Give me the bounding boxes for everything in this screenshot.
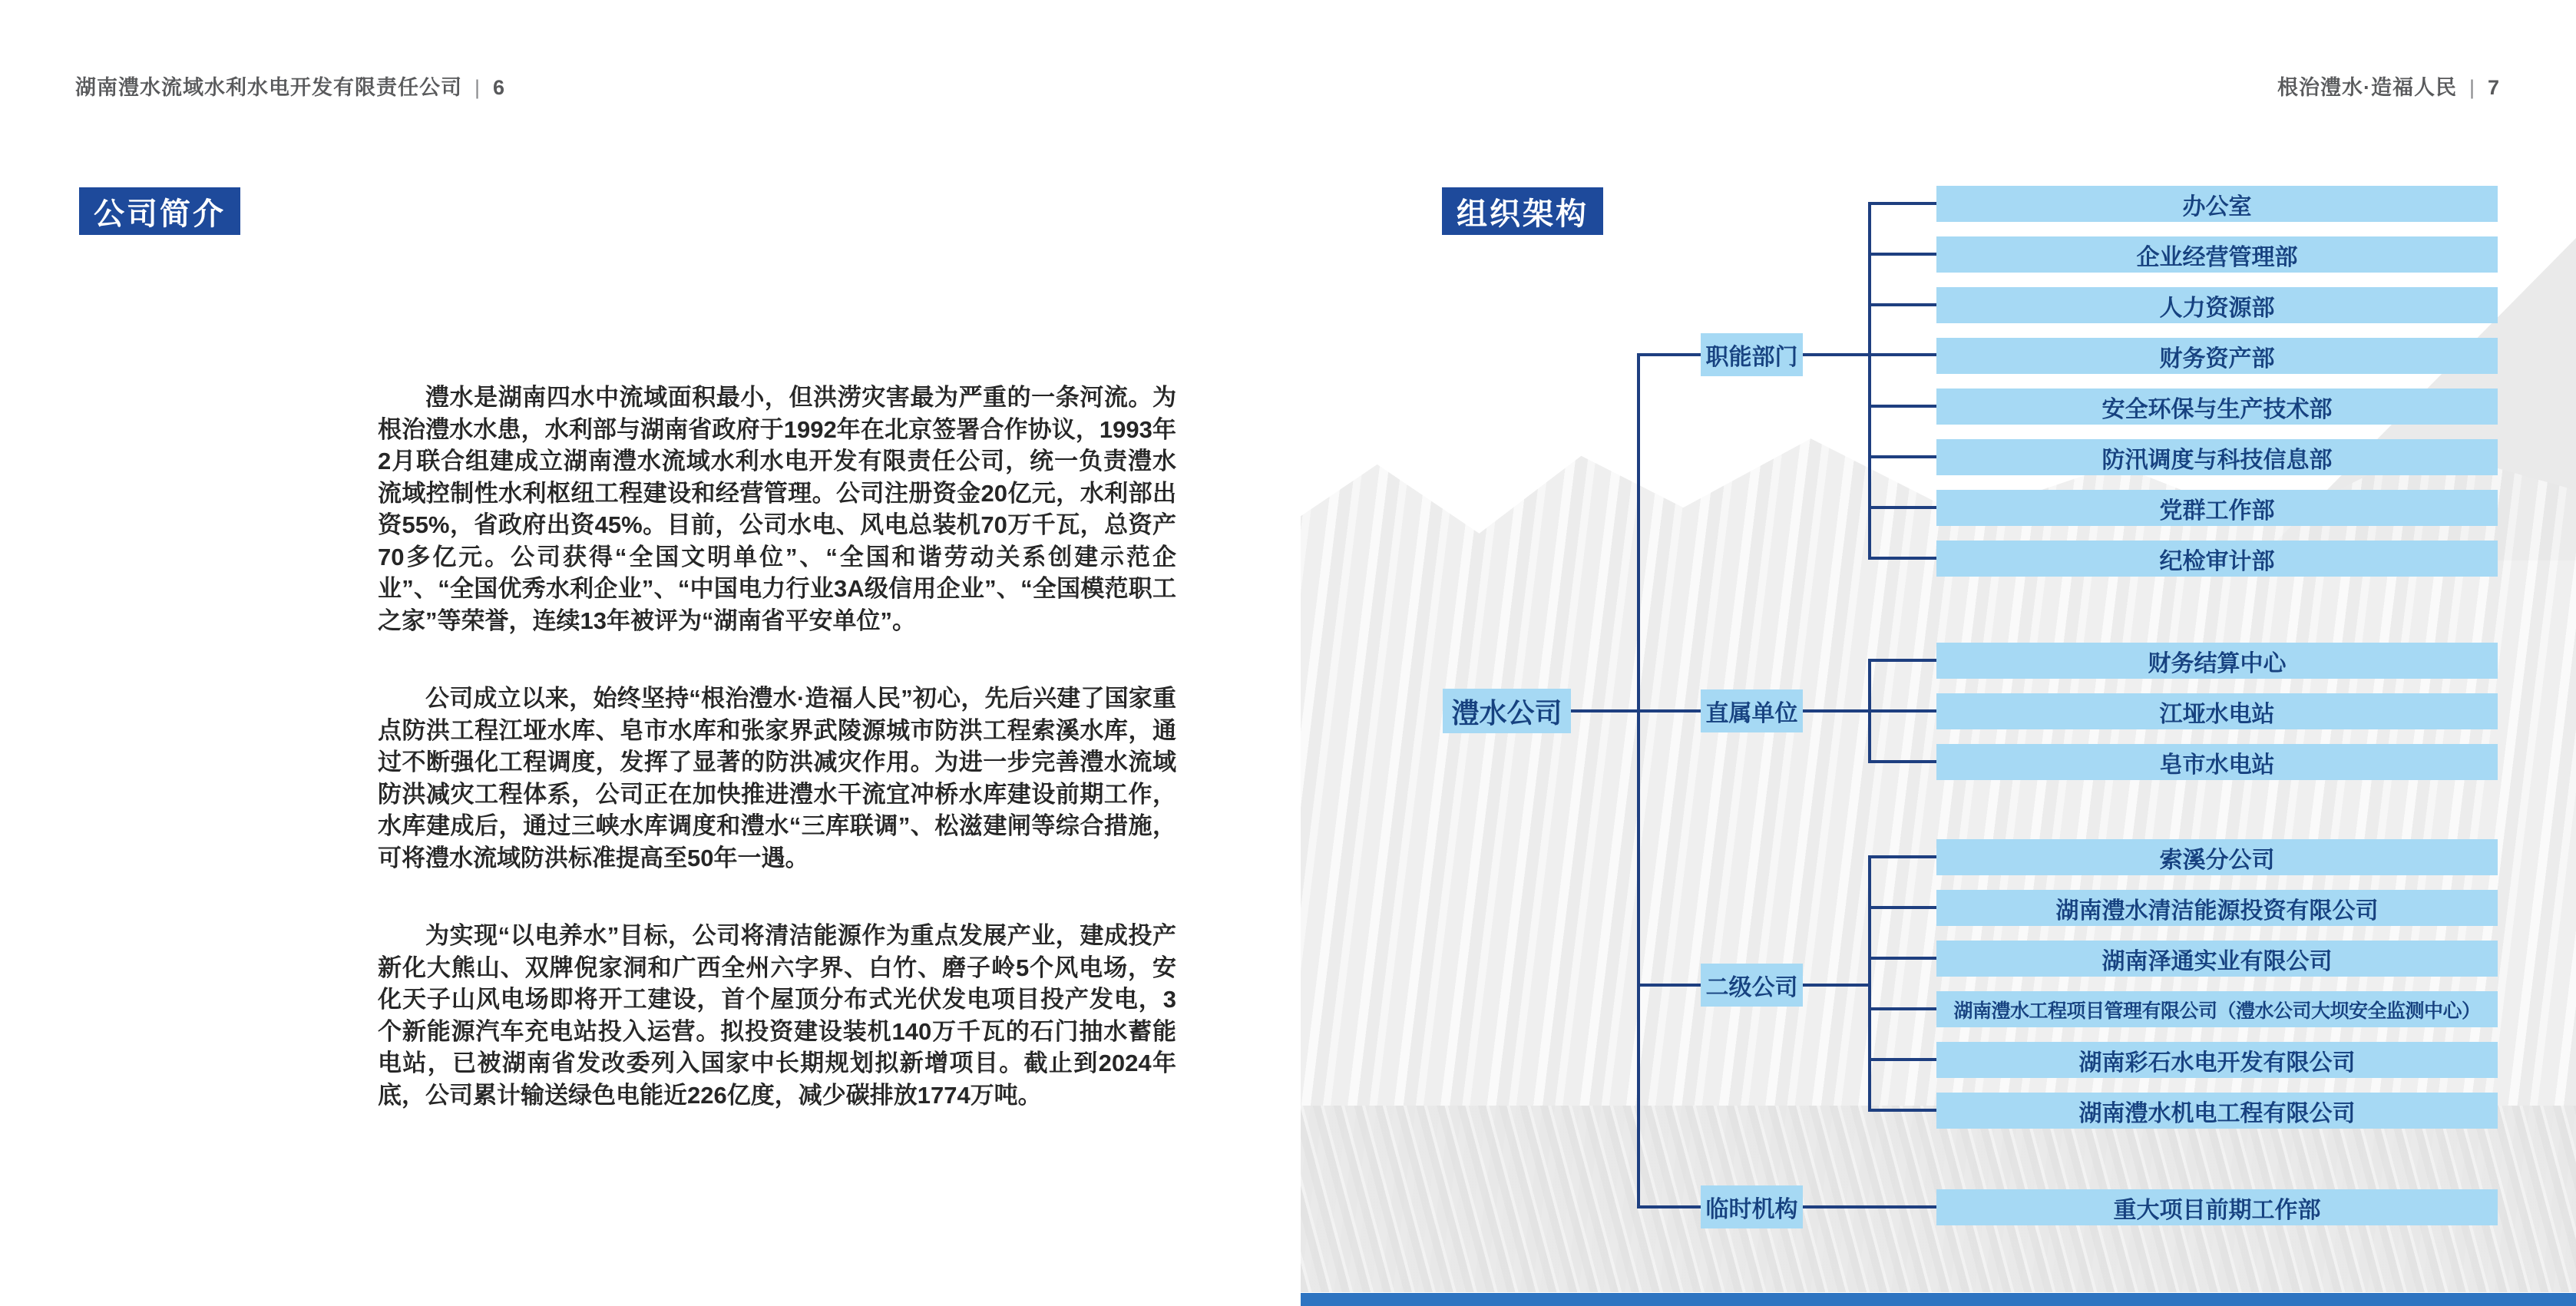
connector-line — [1637, 984, 1701, 987]
org-node-office: 办公室 — [1936, 186, 2498, 222]
org-node-financial-settlement-center: 财务结算中心 — [1936, 643, 2498, 679]
section-title-org-structure: 组织架构 — [1442, 187, 1603, 235]
paragraph-2: 公司成立以来，始终坚持“根治澧水·造福人民”初心，先后兴建了国家重点防洪工程江垭水库、皂市水库和张家界武陵源城市防洪工程索溪水库，通过不断强化工程调度，发挥了显著的防洪减灾作用。为进一步完善澧水流域防洪减灾工程体系，公司正在加快推进澧水干流宜冲桥水库建设前期工作，水库建成后，通过三峡水库调度和澧水“三库联调”、松滋建闸等综合措施，可将澧水流域防洪标准提高至50年一遇。 — [378, 685, 1176, 871]
org-node-safety-environment-production: 安全环保与生产技术部 — [1936, 388, 2498, 425]
org-node-flood-control-it: 防汛调度与科技信息部 — [1936, 439, 2498, 475]
org-branch-functional-departments: 职能部门 — [1701, 333, 1803, 376]
org-node-zaoshi-hydropower-station: 皂市水电站 — [1936, 744, 2498, 780]
connector-line — [1868, 659, 1871, 763]
org-node-business-management: 企业经营管理部 — [1936, 236, 2498, 273]
connector-line — [1637, 353, 1701, 356]
org-root-node: 澧水公司 — [1443, 689, 1571, 733]
connector-line — [1868, 202, 1936, 205]
section-title-company-profile: 公司简介 — [79, 187, 240, 235]
org-node-jiangya-hydropower-station: 江垭水电站 — [1936, 693, 2498, 729]
connector-line — [1571, 709, 1701, 713]
org-node-caishi-hydropower-co: 湖南彩石水电开发有限公司 — [1936, 1042, 2498, 1078]
org-node-project-management-co: 湖南澧水工程项目管理有限公司（澧水公司大坝安全监测中心） — [1936, 991, 2498, 1027]
org-node-suoxi-branch: 索溪分公司 — [1936, 839, 2498, 875]
org-node-major-project-preliminary-dept: 重大项目前期工作部 — [1936, 1189, 2498, 1225]
connector-line — [1868, 1058, 1936, 1061]
connector-line — [1868, 455, 1936, 458]
org-node-clean-energy-investment-co: 湖南澧水清洁能源投资有限公司 — [1936, 890, 2498, 926]
connector-line — [1868, 1007, 1936, 1010]
org-branch-secondary-companies: 二级公司 — [1701, 964, 1803, 1007]
org-group-functional-departments — [1936, 186, 2498, 577]
paragraph-1: 澧水是湖南四水中流域面积最小，但洪涝灾害最为严重的一条河流。为根治澧水水患，水利部与湖南省政府于1992年在北京签署合作协议，1993年2月联合组建成立湖南澧水流域水利水电开发有限责任公司，统一负责澧水流域控制性水利枢纽工程建设和经营管理。公司注册资金20亿元，水利部出资55%，省政府出资45%。目前，公司水电、风电总装机70万千瓦，总资产70多亿元。公司获得“全国文明单位”、“全国和谐劳动关系创建示范企业”、“全国优秀水利企业”、“中国电力行业3A级信用企业”、“全国模范职工之家”等荣誉，连续13年被评为“湖南省平安单位”。 — [378, 384, 1176, 634]
org-node-finance-assets: 财务资产部 — [1936, 338, 2498, 374]
connector-line — [1868, 1109, 1936, 1112]
header-right — [2277, 71, 2500, 101]
company-profile-text — [378, 382, 1176, 1111]
paragraph-3: 为实现“以电养水”目标，公司将清洁能源作为重点发展产业，建成投产新化大熊山、双牌倪家洞和广西全州六字界、白竹、磨子岭5个风电场，安化天子山风电场即将开工建设，首个屋顶分布式光伏发电项目投产发电，3个新能源汽车充电站投入运营。拟投资建设装机140万千瓦的石门抽水蓄能电站，已被湖南省发改委列入国家中长期规划拟新增项目。截止到2024年底，公司累计输送绿色电能近226亿度，减少碳排放1774万吨。 — [378, 922, 1176, 1109]
connector-line — [1868, 659, 1936, 662]
org-node-discipline-audit: 纪检审计部 — [1936, 541, 2498, 577]
connector-line — [1868, 506, 1936, 509]
page-number-left: 6 — [493, 76, 506, 99]
connector-line — [1868, 855, 1871, 1112]
connector-line — [1868, 760, 1936, 763]
org-branch-temporary-bodies: 临时机构 — [1701, 1185, 1803, 1228]
connector-line — [1803, 1205, 1936, 1208]
connector-line — [1637, 1205, 1701, 1208]
company-name: 湖南澧水流域水利水电开发有限责任公司 — [75, 76, 462, 99]
connector-line — [1868, 253, 1936, 256]
slogan: 根治澧水·造福人民 — [2277, 76, 2457, 99]
org-branch-directly-affiliated-units: 直属单位 — [1701, 689, 1803, 732]
connector-line — [1868, 957, 1936, 960]
header-separator: | — [475, 76, 481, 99]
connector-line — [1868, 405, 1936, 408]
connector-line — [1803, 984, 1868, 987]
org-group-temporary-bodies — [1936, 1189, 2498, 1225]
org-node-human-resources: 人力资源部 — [1936, 287, 2498, 323]
connector-line — [1868, 855, 1936, 858]
org-node-zetong-industrial-co: 湖南泽通实业有限公司 — [1936, 941, 2498, 977]
page-number-right: 7 — [2487, 76, 2500, 99]
org-node-mechanical-electrical-co: 湖南澧水机电工程有限公司 — [1936, 1093, 2498, 1129]
org-group-directly-affiliated-units — [1936, 643, 2498, 780]
header-separator: | — [2469, 76, 2475, 99]
connector-line — [1868, 906, 1936, 909]
org-node-party-mass-work: 党群工作部 — [1936, 490, 2498, 526]
connector-line — [1868, 303, 1936, 306]
footer-accent-bar — [1301, 1293, 2576, 1306]
connector-line — [1637, 353, 1640, 1208]
header-left — [75, 71, 505, 101]
org-group-secondary-companies — [1936, 839, 2498, 1129]
connector-line — [1868, 557, 1936, 560]
